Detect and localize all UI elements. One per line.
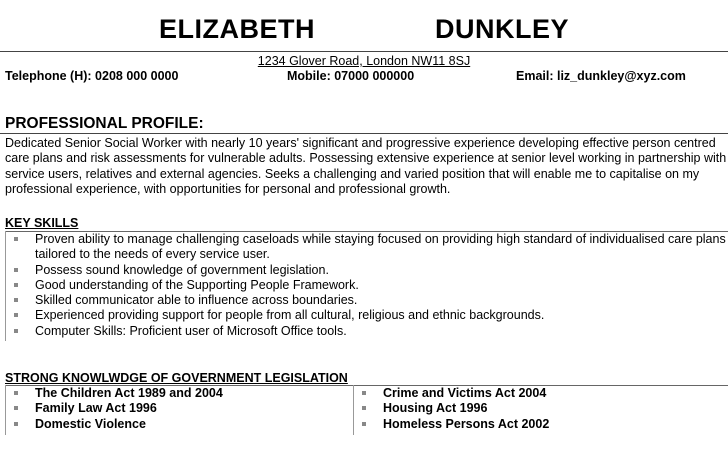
bullet-icon [14,391,18,395]
bullet-icon [14,283,18,287]
header-divider [0,51,728,52]
profile-text: Dedicated Senior Social Worker with nearly 10 years' significant and progressive experience developing effective person centred care plans and risk assessments for vulnerable adults. Possessing extensive experience at senior level working in partnership with service users, relatives and external agencies. Seeks a challenging and varied position that will enable me to capitalise on my professional experience, with opportunities for personal and professional growth. [5,136,727,196]
telephone: Telephone (H): 0208 000 0000 [5,69,179,83]
bullet-icon [362,422,366,426]
profile-divider [0,133,728,134]
legislation-text: Family Law Act 1996 [35,401,157,416]
legislation-text: The Children Act 1989 and 2004 [35,386,223,400]
legislation-text: Housing Act 1996 [383,401,488,416]
bullet-icon [14,298,18,302]
bullet-icon [362,391,366,395]
skills-left-border [5,231,6,341]
skill-text: Possess sound knowledge of government legislation. [35,262,329,277]
skill-text: Computer Skills: Proficient user of Microsoft Office tools. [35,323,347,338]
bullet-icon [14,313,18,317]
skills-box [5,231,728,342]
legislation-item [353,401,703,416]
mobile: Mobile: 07000 000000 [287,69,415,83]
bullet-icon [14,329,18,333]
bullet-icon [362,406,366,410]
email: Email: liz_dunkley@xyz.com [516,69,686,83]
skill-item [5,308,728,323]
legislation-item [353,386,703,401]
bullet-icon [14,422,18,426]
bullet-icon [14,406,18,410]
skills-heading: KEY SKILLS [5,216,79,230]
legislation-item [5,417,355,432]
skills-list [5,232,728,339]
profile-heading: PROFESSIONAL PROFILE: [5,115,204,132]
skill-item [5,293,728,308]
skill-text: Good understanding of the Supporting People Framework. [35,277,359,292]
skill-text: Skilled communicator able to influence across boundaries. [35,293,358,308]
legislation-heading: STRONG KNOWLWDGE OF GOVERNMENT LEGISLATION [5,371,348,385]
legislation-item [5,386,355,401]
legislation-text: Crime and Victims Act 2004 [383,386,547,400]
legislation-right-column [353,386,703,432]
skill-item [5,324,728,339]
skill-item [5,278,728,293]
address: 1234 Glover Road, London NW11 8SJ [257,54,471,68]
legislation-left-column [5,386,355,432]
legislation-text: Homeless Persons Act 2002 [383,416,550,431]
skill-text: Proven ability to manage challenging caseloads while staying focused on providing high standard of individualised care plans tailored to the needs of every service user. [35,232,726,262]
skill-text: Experienced providing support for people from all cultural, religious and ethnic backgrounds. [35,308,545,323]
skill-item [5,263,728,278]
legislation-item [353,417,703,432]
legislation-text: Domestic Violence [35,416,146,431]
skill-item [5,232,728,263]
bullet-icon [14,237,18,241]
bullet-icon [14,268,18,272]
legislation-item [5,401,355,416]
candidate-name: ELIZABETH DUNKLEY [158,14,569,44]
